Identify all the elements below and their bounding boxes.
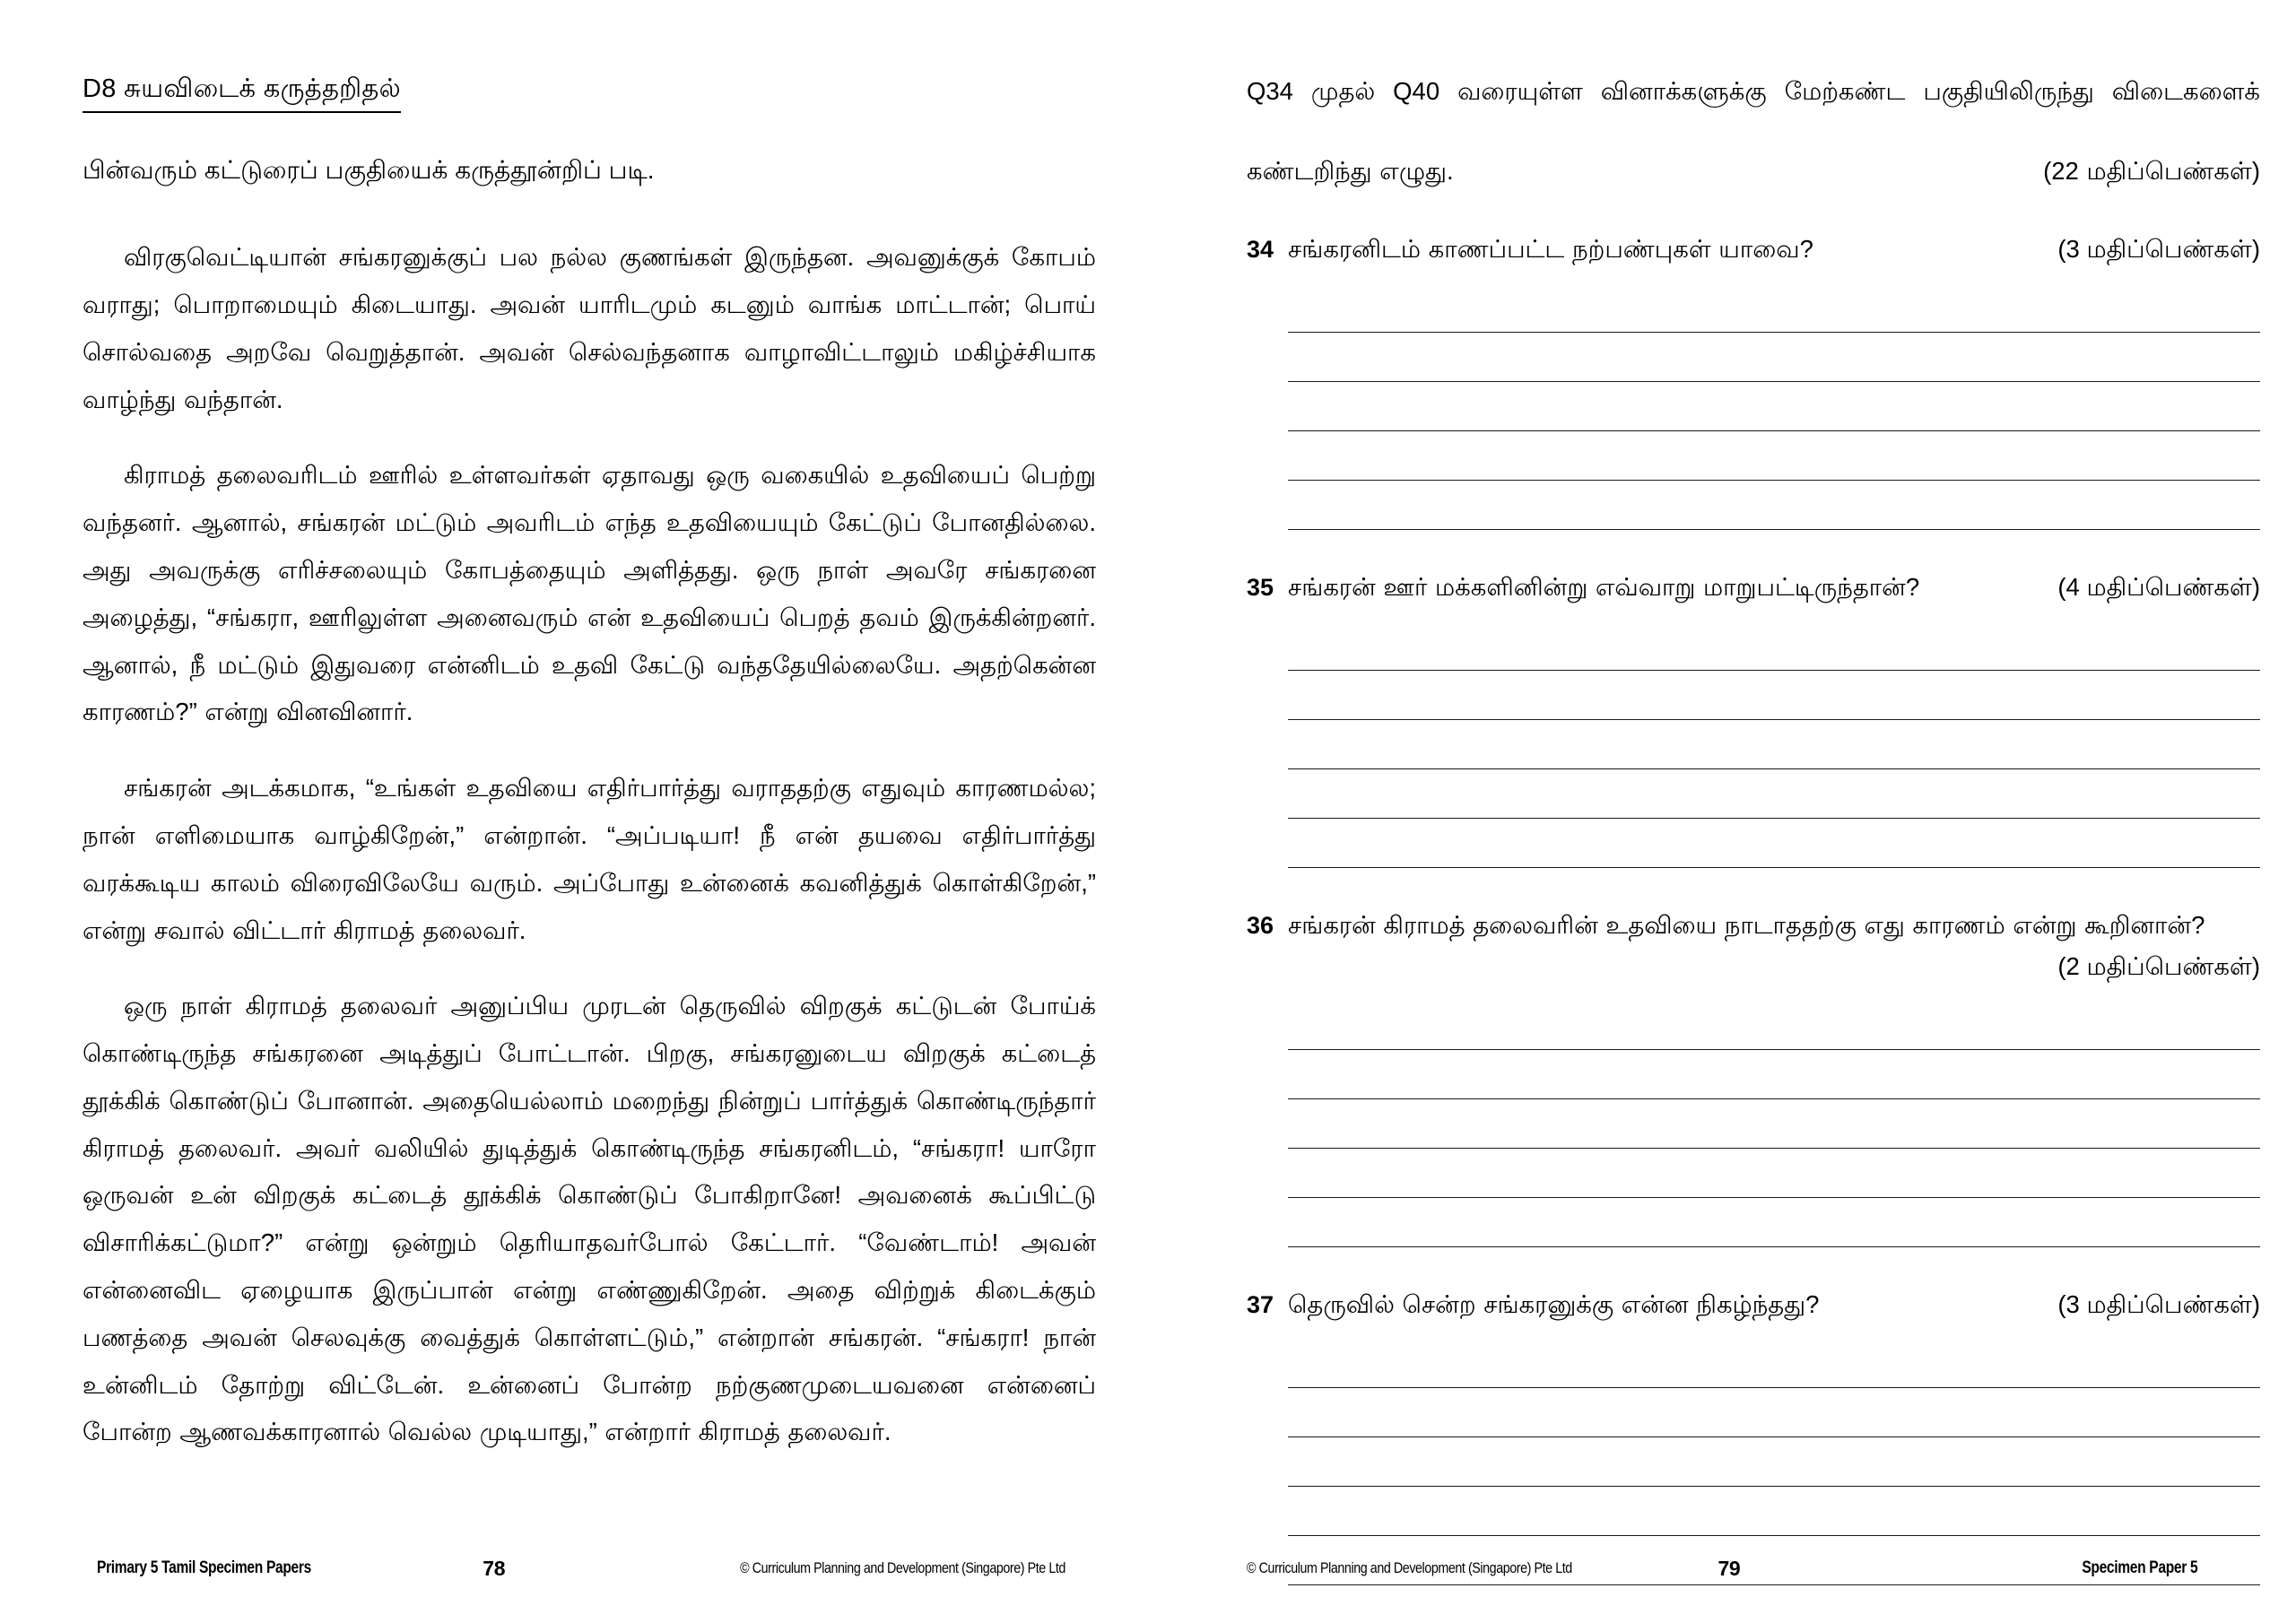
question-block-34 — [1247, 231, 2260, 530]
question-block-37 — [1247, 1287, 2260, 1585]
answer-lines-37[interactable] — [1247, 1339, 2260, 1585]
footer-copyright: © Curriculum Planning and Development (Singapore) Pte Ltd — [740, 1559, 1065, 1576]
question-marks: (2 மதிப்பெண்கள்) — [2057, 952, 2260, 981]
footer-paper-label: Specimen Paper 5 — [2082, 1558, 2197, 1577]
answer-line[interactable] — [1288, 283, 2260, 333]
answer-line[interactable] — [1288, 621, 2260, 671]
footer-slot-center — [1634, 1557, 1824, 1581]
rubric-total-marks: (22 மதிப்பெண்கள்) — [2043, 157, 2260, 186]
answer-line[interactable] — [1288, 1198, 2260, 1247]
passage-paragraph: சங்கரன் அடக்கமாக, “உங்கள் உதவியை எதிர்பார்த்து வராததற்கு எதுவும் காரணமல்ல; நான் எளிமையாக வாழ்கிறேன்,” என்றான். “அப்படியா! நீ என் தயவை எதிர்பார்த்து வரக்கூடிய காலம் விரைவிலேயே வரும். அப்போது உன்னைக் கவனித்துக் கொள்கிறேன்,” என்று சவால் விட்டார் கிராமத் தலைவர். — [83, 774, 1096, 944]
answer-line[interactable] — [1288, 1099, 2260, 1149]
footer-slot-left — [97, 1558, 387, 1578]
passage-instruction: பின்வரும் கட்டுரைப் பகுதியைக் கருத்தூன்றிப் படி. — [83, 156, 655, 185]
question-block-36 — [1247, 907, 2260, 1247]
rubric-line-2-row — [1247, 152, 2260, 192]
passage-paragraph: கிராமத் தலைவரிடம் ஊரில் உள்ளவர்கள் ஏதாவது ஒரு வகையில் உதவியைப் பெற்று வந்தனர். ஆனால், சங்கரன் மட்டும் அவரிடம் எந்த உதவியையும் கேட்டுப் போனதில்லை. அது அவருக்கு எரிச்சலையும் கோபத்தையும் அளித்தது. ஒரு நாள் அவரே சங்கரனை அழைத்து, “சங்கரா, ஊரிலுள்ள அனைவரும் என் உதவியைப் பெறத் தவம் இருக்கின்றனர். ஆனால், நீ மட்டும் இதுவரை என்னிடம் உதவி கேட்டு வந்ததேயில்லையே. அதற்கென்ன காரணம்?” என்று வினவினார். — [83, 461, 1096, 726]
question-number: 36 — [1247, 911, 1274, 939]
footer-book-title: Primary 5 Tamil Specimen Papers — [97, 1558, 311, 1577]
answer-lines-35[interactable] — [1247, 621, 2260, 868]
reading-passage — [83, 234, 1096, 1456]
rubric-line-1: Q34 முதல் Q40 வரையுள்ள வினாக்களுக்கு மேற்கண்ட பகுதியிலிருந்து விடைகளைக் — [1247, 77, 2260, 105]
right-page-content — [1247, 72, 2260, 1585]
question-number: 37 — [1247, 1290, 1274, 1318]
footer-slot-center — [387, 1557, 601, 1581]
question-head — [1247, 231, 2260, 267]
answer-line[interactable] — [1288, 382, 2260, 431]
answer-line[interactable] — [1288, 1050, 2260, 1099]
question-marks: (3 மதிப்பெண்கள்) — [2057, 1289, 2260, 1318]
question-text: தெருவில் சென்ற சங்கரனுக்கு என்ன நிகழ்ந்தது? — [1288, 1289, 1820, 1318]
question-text: சங்கரன் ஊர் மக்களினின்று எவ்வாறு மாறுபட்டிருந்தான்? — [1288, 572, 1920, 601]
answer-line[interactable] — [1288, 720, 2260, 769]
answer-line[interactable] — [1288, 1388, 2260, 1437]
answer-line[interactable] — [1288, 819, 2260, 868]
answer-line[interactable] — [1288, 1149, 2260, 1198]
answer-line[interactable] — [1288, 1487, 2260, 1536]
answer-line[interactable] — [1288, 481, 2260, 530]
rubric-line-2: கண்டறிந்து எழுது. — [1247, 157, 1454, 186]
page-right — [1148, 0, 2296, 1623]
question-text: சங்கரன் கிராமத் தலைவரின் உதவியை நாடாததற்கு எது காரணம் என்று கூறினான்? — [1288, 910, 2205, 939]
page-number: 78 — [483, 1556, 506, 1580]
question-number: 34 — [1247, 235, 1274, 263]
answer-lines-36[interactable] — [1247, 1001, 2260, 1247]
answer-line[interactable] — [1288, 1001, 2260, 1050]
question-head — [1247, 569, 2260, 605]
answer-lines-34[interactable] — [1247, 283, 2260, 530]
footer-left-page — [0, 1553, 1148, 1584]
footer-slot-left — [1247, 1559, 1634, 1577]
question-head — [1247, 1287, 2260, 1323]
answer-line[interactable] — [1288, 1437, 2260, 1487]
page-number: 79 — [1718, 1556, 1741, 1580]
answer-line[interactable] — [1288, 1339, 2260, 1388]
question-marks: (4 மதிப்பெண்கள்) — [2057, 572, 2260, 601]
question-text: சங்கரனிடம் காணப்பட்ட நற்பண்புகள் யாவை? — [1288, 234, 1813, 263]
passage-paragraph: ஒரு நாள் கிராமத் தலைவர் அனுப்பிய முரடன் தெருவில் விறகுக் கட்டுடன் போய்க் கொண்டிருந்த சங்கரனை அடித்துப் போட்டான். பிறகு, சங்கரனுடைய விறகுக் கட்டைத் தூக்கிக் கொண்டுப் போனான். அதையெல்லாம் மறைந்து நின்றுப் பார்த்துக் கொண்டிருந்தார் கிராமத் தலைவர். அவர் வலியில் துடித்துக் கொண்டிருந்த சங்கரனிடம், “சங்கரா! யாரோ ஒருவன் உன் விறகுக் கட்டைத் தூக்கிக் கொண்டுப் போகிறானே! அவனைக் கூப்பிட்டு விசாரிக்கட்டுமா?” என்று ஒன்றும் தெரியாதவர்போல் கேட்டார். “வேண்டாம்! அவன் என்னைவிட ஏழையாக இருப்பான் என்று எண்ணுகிறேன். அதை விற்றுக் கிடைக்கும் பணத்தை அவன் செலவுக்கு வைத்துக் கொள்ளட்டும்,” என்றான் சங்கரன். “சங்கரா! நான் உன்னிடம் தோற்று விட்டேன். உன்னைப் போன்ற நற்குணமுடையவனை என்னைப் போன்ற ஆணவக்காரனால் வெல்ல முடியாது,” என்றார் கிராமத் தலைவர். — [83, 992, 1096, 1446]
footer-slot-right — [1824, 1558, 2197, 1578]
question-head — [1247, 907, 2260, 943]
answer-line[interactable] — [1288, 431, 2260, 481]
answer-line[interactable] — [1288, 333, 2260, 382]
passage-paragraph: விரகுவெட்டியான் சங்கரனுக்குப் பல நல்ல குணங்கள் இருந்தன. அவனுக்குக் கோபம் வராது; பொறாமையும் கிடையாது. அவன் யாரிடமும் கடனும் வாங்க மாட்டான்; பொய் சொல்வதை அறவே வெறுத்தான். அவன் செல்வந்தனாக வாழாவிட்டாலும் மகிழ்ச்சியாக வாழ்ந்து வந்தான். — [83, 243, 1096, 413]
question-marks: (3 மதிப்பெண்கள்) — [2057, 234, 2260, 263]
left-page-content — [83, 72, 1096, 1456]
answer-line[interactable] — [1288, 671, 2260, 720]
question-block-35 — [1247, 569, 2260, 868]
footer-copyright: © Curriculum Planning and Development (Singapore) Pte Ltd — [1247, 1559, 1572, 1576]
questions-rubric — [1247, 72, 2260, 192]
footer-right-page — [1148, 1553, 2296, 1584]
footer-slot-right — [601, 1559, 1065, 1577]
question-number: 35 — [1247, 573, 1274, 601]
answer-line[interactable] — [1288, 769, 2260, 819]
section-heading: D8 சுயவிடைக் கருத்தறிதல் — [83, 72, 401, 113]
